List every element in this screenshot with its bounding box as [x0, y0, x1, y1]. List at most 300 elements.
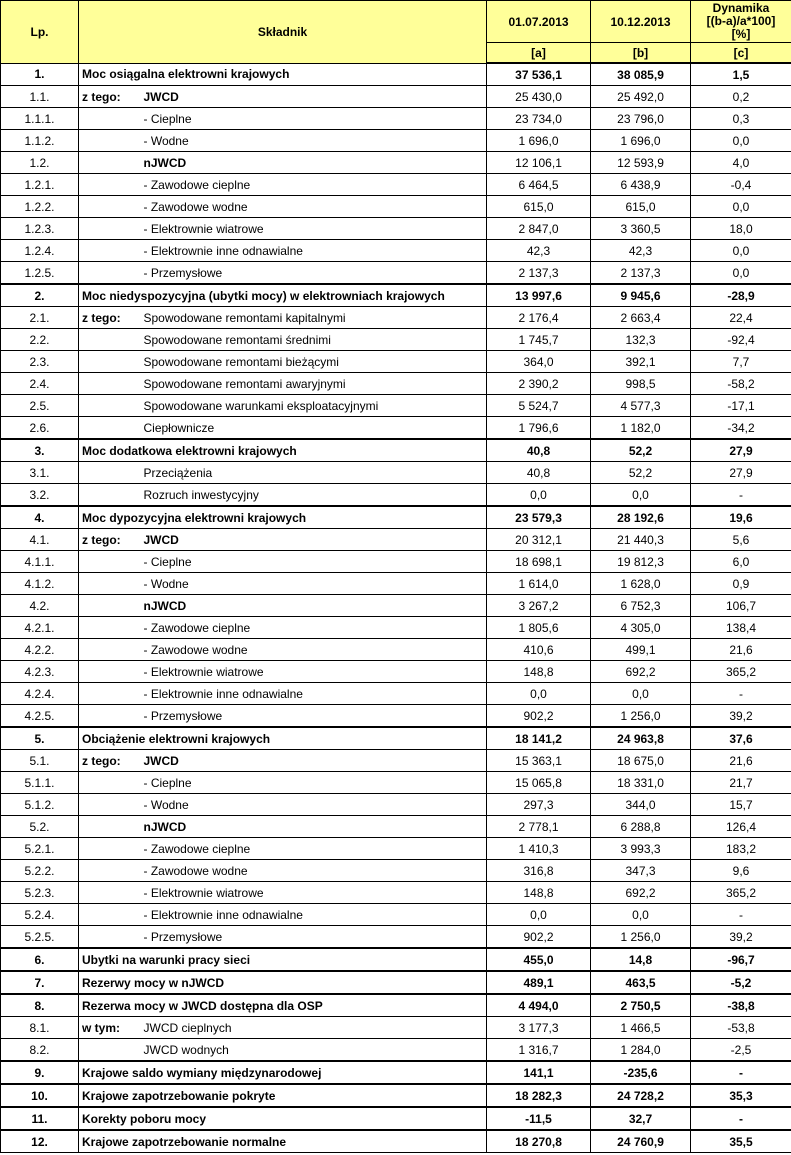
row-component: JWCD wodnych — [141, 1039, 487, 1062]
row-value-b: 692,2 — [591, 882, 691, 904]
row-value-c: - — [691, 1061, 791, 1084]
row-component: Obciążenie elektrowni krajowych — [79, 727, 487, 750]
row-value-c: 35,3 — [691, 1084, 791, 1107]
row-group-label — [79, 152, 141, 174]
row-lp: 1.2.4. — [1, 240, 79, 262]
row-group-label — [79, 838, 141, 860]
row-value-b: 1 466,5 — [591, 1017, 691, 1039]
row-component: - Elektrownie inne odnawialne — [141, 683, 487, 705]
row-component: Moc dypozycyjna elektrowni krajowych — [79, 506, 487, 529]
row-component: - Przemysłowe — [141, 705, 487, 728]
row-value-b: 3 360,5 — [591, 218, 691, 240]
row-lp: 1.1. — [1, 86, 79, 108]
row-value-b: 463,5 — [591, 971, 691, 994]
row-component: Spowodowane remontami średnimi — [141, 329, 487, 351]
row-value-b: 1 256,0 — [591, 926, 691, 949]
table-row — [1, 417, 791, 440]
row-group-label — [79, 661, 141, 683]
row-value-a: 0,0 — [487, 904, 591, 926]
table-row — [1, 262, 791, 285]
header-col-c: [c] — [691, 43, 791, 64]
header-date-a: 01.07.2013 — [487, 1, 591, 43]
row-value-b: 2 137,3 — [591, 262, 691, 285]
row-value-b: 25 492,0 — [591, 86, 691, 108]
row-value-a: 13 997,6 — [487, 284, 591, 307]
row-value-c: 0,0 — [691, 196, 791, 218]
row-component: Krajowe zapotrzebowanie pokryte — [79, 1084, 487, 1107]
row-value-b: 3 993,3 — [591, 838, 691, 860]
row-value-c: -96,7 — [691, 948, 791, 971]
row-lp: 10. — [1, 1084, 79, 1107]
row-group-label — [79, 130, 141, 152]
row-value-a: 1 696,0 — [487, 130, 591, 152]
row-value-b: 24 760,9 — [591, 1130, 691, 1153]
row-lp: 4.2.5. — [1, 705, 79, 728]
row-value-a: 40,8 — [487, 439, 591, 462]
row-lp: 5. — [1, 727, 79, 750]
table-row — [1, 595, 791, 617]
row-value-c: 126,4 — [691, 816, 791, 838]
row-value-a: 148,8 — [487, 661, 591, 683]
row-component: - Zawodowe wodne — [141, 639, 487, 661]
row-value-b: 21 440,3 — [591, 529, 691, 551]
row-component: - Elektrownie wiatrowe — [141, 661, 487, 683]
header-lp: Lp. — [1, 1, 79, 64]
row-value-c: 39,2 — [691, 705, 791, 728]
row-component: - Wodne — [141, 573, 487, 595]
row-lp: 2.1. — [1, 307, 79, 329]
row-component: Spowodowane warunkami eksploatacyjnymi — [141, 395, 487, 417]
row-group-label — [79, 1039, 141, 1062]
row-group-label — [79, 462, 141, 484]
row-value-c: -58,2 — [691, 373, 791, 395]
row-value-c: 138,4 — [691, 617, 791, 639]
row-group-label — [79, 639, 141, 661]
table-row — [1, 1039, 791, 1062]
row-lp: 5.2.2. — [1, 860, 79, 882]
row-component: Ubytki na warunki pracy sieci — [79, 948, 487, 971]
table-row — [1, 529, 791, 551]
row-lp: 3.1. — [1, 462, 79, 484]
row-value-b: 692,2 — [591, 661, 691, 683]
row-value-b: 38 085,9 — [591, 63, 691, 86]
row-value-a: 489,1 — [487, 971, 591, 994]
table-row — [1, 551, 791, 573]
row-value-c: -53,8 — [691, 1017, 791, 1039]
table-row — [1, 307, 791, 329]
row-value-c: 0,2 — [691, 86, 791, 108]
row-value-b: 1 628,0 — [591, 573, 691, 595]
row-value-c: 19,6 — [691, 506, 791, 529]
row-component: - Elektrownie inne odnawialne — [141, 904, 487, 926]
row-group-label: z tego: — [79, 307, 141, 329]
row-value-b: 28 192,6 — [591, 506, 691, 529]
row-value-c: 106,7 — [691, 595, 791, 617]
row-lp: 5.1. — [1, 750, 79, 772]
row-component: Ciepłownicze — [141, 417, 487, 440]
row-lp: 1.2. — [1, 152, 79, 174]
table-row — [1, 926, 791, 949]
row-component: - Wodne — [141, 130, 487, 152]
table-row — [1, 683, 791, 705]
row-value-b: 392,1 — [591, 351, 691, 373]
row-group-label — [79, 816, 141, 838]
row-component: Moc dodatkowa elektrowni krajowych — [79, 439, 487, 462]
row-value-b: 24 728,2 — [591, 1084, 691, 1107]
row-component: JWCD cieplnych — [141, 1017, 487, 1039]
table-row — [1, 174, 791, 196]
row-component: - Zawodowe cieplne — [141, 174, 487, 196]
row-value-c: -34,2 — [691, 417, 791, 440]
row-lp: 4.1. — [1, 529, 79, 551]
table-row — [1, 882, 791, 904]
row-value-c: 0,3 — [691, 108, 791, 130]
row-value-a: 364,0 — [487, 351, 591, 373]
row-value-a: 0,0 — [487, 683, 591, 705]
row-lp: 4.1.1. — [1, 551, 79, 573]
row-group-label — [79, 551, 141, 573]
row-value-c: 0,0 — [691, 240, 791, 262]
row-group-label — [79, 417, 141, 440]
row-value-a: 3 177,3 — [487, 1017, 591, 1039]
row-value-c: -5,2 — [691, 971, 791, 994]
row-group-label — [79, 395, 141, 417]
row-lp: 1.2.1. — [1, 174, 79, 196]
row-component: nJWCD — [141, 595, 487, 617]
table-row — [1, 573, 791, 595]
row-group-label — [79, 683, 141, 705]
row-value-a: 15 363,1 — [487, 750, 591, 772]
row-group-label — [79, 860, 141, 882]
row-value-b: 2 663,4 — [591, 307, 691, 329]
header-dynamika-unit: [%] — [731, 27, 751, 41]
row-lp: 5.2.5. — [1, 926, 79, 949]
row-lp: 4.2.2. — [1, 639, 79, 661]
row-value-a: 455,0 — [487, 948, 591, 971]
table-row — [1, 838, 791, 860]
row-value-b: 1 284,0 — [591, 1039, 691, 1062]
row-value-a: 2 847,0 — [487, 218, 591, 240]
row-value-b: 998,5 — [591, 373, 691, 395]
table-row — [1, 750, 791, 772]
row-lp: 3. — [1, 439, 79, 462]
row-value-b: 12 593,9 — [591, 152, 691, 174]
row-value-b: 52,2 — [591, 462, 691, 484]
row-lp: 5.2.1. — [1, 838, 79, 860]
row-group-label — [79, 196, 141, 218]
row-value-b: 19 812,3 — [591, 551, 691, 573]
row-value-c: 365,2 — [691, 882, 791, 904]
table-row — [1, 772, 791, 794]
row-component: Korekty poboru mocy — [79, 1107, 487, 1130]
row-lp: 1. — [1, 63, 79, 86]
row-value-c: -0,4 — [691, 174, 791, 196]
row-value-b: 0,0 — [591, 484, 691, 507]
row-value-a: 4 494,0 — [487, 994, 591, 1017]
row-component: JWCD — [141, 86, 487, 108]
row-lp: 2.3. — [1, 351, 79, 373]
table-row — [1, 152, 791, 174]
row-component: Rezerwa mocy w JWCD dostępna dla OSP — [79, 994, 487, 1017]
row-lp: 2. — [1, 284, 79, 307]
row-value-a: 2 390,2 — [487, 373, 591, 395]
row-group-label — [79, 904, 141, 926]
table-row — [1, 904, 791, 926]
row-value-a: 15 065,8 — [487, 772, 591, 794]
row-group-label — [79, 218, 141, 240]
row-lp: 2.6. — [1, 417, 79, 440]
table-row — [1, 1130, 791, 1153]
row-value-c: 6,0 — [691, 551, 791, 573]
row-value-b: 6 752,3 — [591, 595, 691, 617]
row-lp: 11. — [1, 1107, 79, 1130]
row-lp: 8. — [1, 994, 79, 1017]
row-value-b: 4 305,0 — [591, 617, 691, 639]
row-value-a: 316,8 — [487, 860, 591, 882]
row-group-label — [79, 926, 141, 949]
row-lp: 8.2. — [1, 1039, 79, 1062]
header-dynamika-formula: [(b-a)/a*100] — [706, 14, 776, 28]
row-component: Spowodowane remontami awaryjnymi — [141, 373, 487, 395]
row-value-b: 42,3 — [591, 240, 691, 262]
row-value-b: 24 963,8 — [591, 727, 691, 750]
row-component: Krajowe saldo wymiany międzynarodowej — [79, 1061, 487, 1084]
row-lp: 4.1.2. — [1, 573, 79, 595]
row-value-b: 347,3 — [591, 860, 691, 882]
row-lp: 4.2. — [1, 595, 79, 617]
row-component: JWCD — [141, 750, 487, 772]
table-row — [1, 484, 791, 507]
row-value-b: 615,0 — [591, 196, 691, 218]
row-component: Rezerwy mocy w nJWCD — [79, 971, 487, 994]
table-row — [1, 462, 791, 484]
row-value-a: -11,5 — [487, 1107, 591, 1130]
row-value-c: 21,7 — [691, 772, 791, 794]
table-row — [1, 661, 791, 683]
row-group-label — [79, 240, 141, 262]
row-lp: 4.2.4. — [1, 683, 79, 705]
row-component: - Przemysłowe — [141, 262, 487, 285]
header-col-b: [b] — [591, 43, 691, 64]
row-value-a: 1 745,7 — [487, 329, 591, 351]
row-lp: 4. — [1, 506, 79, 529]
row-value-c: 9,6 — [691, 860, 791, 882]
row-lp: 6. — [1, 948, 79, 971]
row-value-c: 22,4 — [691, 307, 791, 329]
row-value-c: 27,9 — [691, 462, 791, 484]
row-value-a: 12 106,1 — [487, 152, 591, 174]
row-group-label — [79, 373, 141, 395]
row-component: JWCD — [141, 529, 487, 551]
row-value-c: - — [691, 1107, 791, 1130]
row-value-c: 1,5 — [691, 63, 791, 86]
row-value-c: 18,0 — [691, 218, 791, 240]
table-row — [1, 1017, 791, 1039]
header-dynamika — [691, 1, 791, 43]
table-row — [1, 86, 791, 108]
row-value-a: 42,3 — [487, 240, 591, 262]
row-lp: 5.1.1. — [1, 772, 79, 794]
row-value-a: 1 805,6 — [487, 617, 591, 639]
row-value-b: 1 696,0 — [591, 130, 691, 152]
row-lp: 4.2.3. — [1, 661, 79, 683]
row-value-a: 23 579,3 — [487, 506, 591, 529]
row-component: - Zawodowe cieplne — [141, 617, 487, 639]
row-value-a: 902,2 — [487, 705, 591, 728]
row-value-a: 1 796,6 — [487, 417, 591, 440]
row-lp: 2.2. — [1, 329, 79, 351]
header-skladnik: Składnik — [79, 1, 487, 64]
table-row — [1, 794, 791, 816]
row-lp: 1.2.2. — [1, 196, 79, 218]
row-value-a: 20 312,1 — [487, 529, 591, 551]
row-group-label: z tego: — [79, 86, 141, 108]
row-value-b: 32,7 — [591, 1107, 691, 1130]
row-value-b: 9 945,6 — [591, 284, 691, 307]
row-value-b: 6 288,8 — [591, 816, 691, 838]
row-value-a: 1 410,3 — [487, 838, 591, 860]
row-group-label — [79, 595, 141, 617]
row-group-label — [79, 351, 141, 373]
row-value-c: -17,1 — [691, 395, 791, 417]
row-value-b: 2 750,5 — [591, 994, 691, 1017]
row-component: - Cieplne — [141, 551, 487, 573]
row-value-a: 2 137,3 — [487, 262, 591, 285]
row-group-label: z tego: — [79, 750, 141, 772]
row-value-b: 1 256,0 — [591, 705, 691, 728]
header-date-b: 10.12.2013 — [591, 1, 691, 43]
header-col-a: [a] — [487, 43, 591, 64]
row-component: Spowodowane remontami bieżącymi — [141, 351, 487, 373]
table-row — [1, 218, 791, 240]
row-value-b: -235,6 — [591, 1061, 691, 1084]
row-value-a: 1 614,0 — [487, 573, 591, 595]
row-value-c: 0,9 — [691, 573, 791, 595]
row-value-c: -28,9 — [691, 284, 791, 307]
row-value-c: 7,7 — [691, 351, 791, 373]
row-component: - Cieplne — [141, 772, 487, 794]
row-lp: 9. — [1, 1061, 79, 1084]
row-value-a: 141,1 — [487, 1061, 591, 1084]
row-group-label — [79, 573, 141, 595]
row-component: Moc osiągalna elektrowni krajowych — [79, 63, 487, 86]
row-value-c: 39,2 — [691, 926, 791, 949]
row-value-b: 1 182,0 — [591, 417, 691, 440]
row-value-b: 4 577,3 — [591, 395, 691, 417]
row-value-c: 0,0 — [691, 262, 791, 285]
row-value-b: 0,0 — [591, 683, 691, 705]
row-group-label — [79, 484, 141, 507]
row-lp: 5.1.2. — [1, 794, 79, 816]
table-row — [1, 63, 791, 86]
row-value-a: 6 464,5 — [487, 174, 591, 196]
table-row — [1, 705, 791, 728]
row-lp: 8.1. — [1, 1017, 79, 1039]
row-lp: 5.2.4. — [1, 904, 79, 926]
row-value-a: 18 141,2 — [487, 727, 591, 750]
table-row — [1, 860, 791, 882]
row-value-b: 0,0 — [591, 904, 691, 926]
row-component: - Elektrownie inne odnawialne — [141, 240, 487, 262]
row-lp: 3.2. — [1, 484, 79, 507]
row-component: Krajowe zapotrzebowanie normalne — [79, 1130, 487, 1153]
table-row — [1, 130, 791, 152]
table-row — [1, 196, 791, 218]
row-value-c: - — [691, 484, 791, 507]
row-value-c: -38,8 — [691, 994, 791, 1017]
table-row — [1, 1061, 791, 1084]
row-value-c: 5,6 — [691, 529, 791, 551]
row-value-a: 902,2 — [487, 926, 591, 949]
row-value-c: 21,6 — [691, 639, 791, 661]
row-value-b: 23 796,0 — [591, 108, 691, 130]
row-group-label — [79, 108, 141, 130]
row-lp: 2.5. — [1, 395, 79, 417]
row-value-c: 4,0 — [691, 152, 791, 174]
row-value-b: 6 438,9 — [591, 174, 691, 196]
row-value-b: 14,8 — [591, 948, 691, 971]
row-value-a: 25 430,0 — [487, 86, 591, 108]
row-value-a: 1 316,7 — [487, 1039, 591, 1062]
row-component: - Elektrownie wiatrowe — [141, 882, 487, 904]
row-value-a: 23 734,0 — [487, 108, 591, 130]
row-value-a: 37 536,1 — [487, 63, 591, 86]
row-value-c: -2,5 — [691, 1039, 791, 1062]
row-value-a: 615,0 — [487, 196, 591, 218]
row-value-c: 365,2 — [691, 661, 791, 683]
row-component: - Przemysłowe — [141, 926, 487, 949]
row-component: - Zawodowe cieplne — [141, 838, 487, 860]
row-group-label — [79, 882, 141, 904]
row-group-label: z tego: — [79, 529, 141, 551]
row-lp: 1.1.1. — [1, 108, 79, 130]
row-component: Rozruch inwestycyjny — [141, 484, 487, 507]
row-value-b: 52,2 — [591, 439, 691, 462]
row-group-label — [79, 262, 141, 285]
row-value-c: - — [691, 904, 791, 926]
row-value-a: 2 778,1 — [487, 816, 591, 838]
table-row — [1, 373, 791, 395]
row-value-b: 132,3 — [591, 329, 691, 351]
table-row — [1, 329, 791, 351]
table-row — [1, 948, 791, 971]
row-component: - Wodne — [141, 794, 487, 816]
row-value-a: 410,6 — [487, 639, 591, 661]
table-row — [1, 639, 791, 661]
row-value-c: 0,0 — [691, 130, 791, 152]
row-value-c: - — [691, 683, 791, 705]
row-value-b: 499,1 — [591, 639, 691, 661]
row-group-label: w tym: — [79, 1017, 141, 1039]
row-value-a: 5 524,7 — [487, 395, 591, 417]
row-value-a: 18 698,1 — [487, 551, 591, 573]
row-group-label — [79, 772, 141, 794]
row-value-b: 18 675,0 — [591, 750, 691, 772]
row-component: Przeciążenia — [141, 462, 487, 484]
row-lp: 5.2. — [1, 816, 79, 838]
row-value-c: 21,6 — [691, 750, 791, 772]
table-row — [1, 1084, 791, 1107]
table-row — [1, 284, 791, 307]
row-value-a: 0,0 — [487, 484, 591, 507]
row-value-b: 18 331,0 — [591, 772, 691, 794]
row-lp: 4.2.1. — [1, 617, 79, 639]
table-row — [1, 617, 791, 639]
row-group-label — [79, 617, 141, 639]
row-component: nJWCD — [141, 152, 487, 174]
row-value-c: -92,4 — [691, 329, 791, 351]
row-value-a: 18 270,8 — [487, 1130, 591, 1153]
